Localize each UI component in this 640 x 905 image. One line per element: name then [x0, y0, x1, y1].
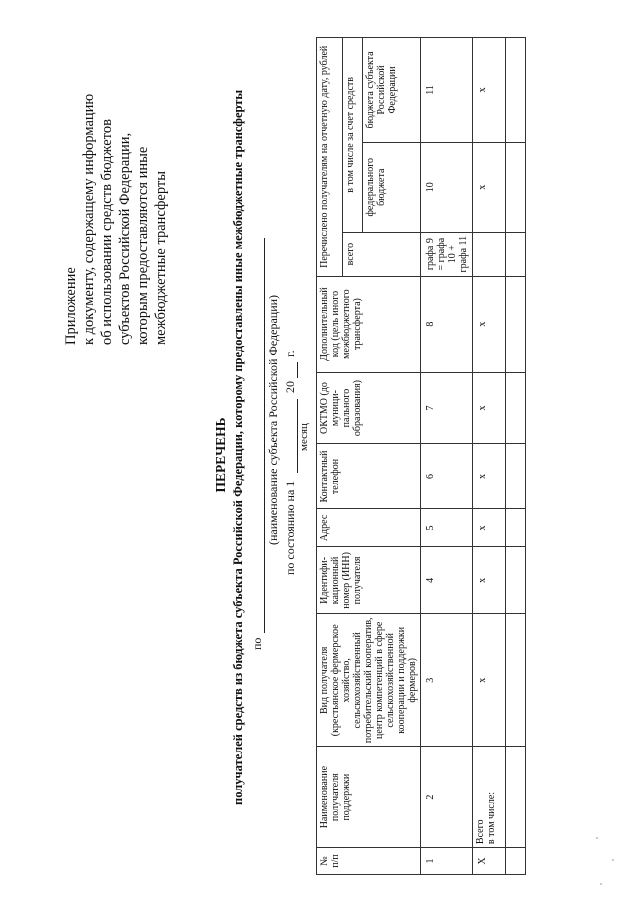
- empty-cell: [506, 142, 526, 232]
- appendix-line: межбюджетные трансферты: [153, 171, 169, 345]
- column-number: графа 9 = графа 10 + графа 11: [421, 232, 473, 276]
- header-num: № п/п: [317, 848, 421, 875]
- subject-name-line: [264, 238, 265, 633]
- po-label: по: [250, 637, 264, 650]
- column-number: 6: [421, 444, 473, 509]
- total-cell: х: [473, 276, 506, 372]
- column-number: 11: [421, 38, 473, 143]
- empty-cell: [506, 444, 526, 509]
- empty-cell: [506, 848, 526, 875]
- header-funding-group: в том числе за счет средств: [343, 38, 363, 233]
- header-total: всего: [343, 232, 421, 276]
- appendix-note: [62, 25, 170, 345]
- column-number: 5: [421, 509, 473, 547]
- column-number: 4: [421, 547, 473, 614]
- column-number: 8: [421, 276, 473, 372]
- year-line: [297, 362, 298, 378]
- subject-caption: (наименование субъекта Российской Федерации): [266, 294, 280, 545]
- recipients-table: [316, 37, 526, 875]
- total-cell: х: [473, 38, 506, 143]
- appendix-line: субъектов Российской Федерации,: [117, 132, 133, 345]
- total-row-mark: Х: [473, 848, 506, 875]
- including-label: в том числе:: [486, 791, 497, 845]
- empty-cell: [506, 747, 526, 848]
- header-phone: Контактный телефон: [317, 444, 421, 509]
- empty-cell: [506, 232, 526, 276]
- total-label: Всего: [475, 819, 486, 845]
- header-inn: Идентифи-кационный номер (ИНН) получателя: [317, 547, 421, 614]
- year-suffix: г.: [283, 350, 297, 357]
- scan-speck: [596, 837, 598, 839]
- total-cell: х: [473, 444, 506, 509]
- appendix-line: об использовании средств бюджетов: [99, 119, 115, 345]
- scan-speck: [600, 883, 602, 885]
- empty-cell: [506, 509, 526, 547]
- header-recipient-name: Наименование получателя поддержки: [317, 747, 421, 848]
- month-caption: месяц: [298, 423, 310, 451]
- total-cell: х: [473, 372, 506, 444]
- appendix-line: Приложение: [63, 267, 79, 345]
- document-title: ПЕРЕЧЕНЬ: [213, 417, 228, 493]
- header-recipient-type: Вид получателя (крестьянское фермерское хозяйство, сельскохозяйственный потребительский кооператив, центр компетенций в сфере сельскохозяйственной кооперации и поддержки фермеров): [317, 614, 421, 747]
- empty-cell: [506, 614, 526, 747]
- header-regional-budget: бюджета субъекта Российской Федерации: [363, 38, 421, 143]
- total-cell: х: [473, 547, 506, 614]
- as-of-prefix: по состоянию на 1: [283, 480, 297, 575]
- document-subtitle: получателей средств из бюджета субъекта Российской Федерации, которому предоставлены иные межбюджетные трансферты: [231, 89, 245, 805]
- total-cell: х: [473, 614, 506, 747]
- total-row-label: [473, 747, 506, 848]
- scan-speck: [612, 859, 614, 861]
- appendix-line: к документу, содержащему информацию: [81, 93, 97, 345]
- empty-cell: [506, 372, 526, 444]
- column-number: 3: [421, 614, 473, 747]
- total-cell: х: [473, 509, 506, 547]
- header-additional-code: Дополнительный код (цель иного межбюджетного трансферта): [317, 276, 421, 372]
- empty-cell: [506, 276, 526, 372]
- empty-cell: [506, 547, 526, 614]
- column-number: 7: [421, 372, 473, 444]
- header-federal-budget: федерального бюджета: [363, 142, 421, 232]
- total-cell: [473, 232, 506, 276]
- header-transferred-group: Перечислено получателям на отчетную дату, рублей: [317, 38, 343, 277]
- column-number: 1: [421, 848, 473, 875]
- empty-cell: [506, 38, 526, 143]
- column-number: 10: [421, 142, 473, 232]
- total-cell: х: [473, 142, 506, 232]
- appendix-line: которым предоставляются иные: [135, 146, 151, 345]
- year-prefix: 20: [283, 381, 297, 393]
- header-oktmo: ОКТМО (до муници-пального образования): [317, 372, 421, 444]
- header-address: Адрес: [317, 509, 421, 547]
- column-number: 2: [421, 747, 473, 848]
